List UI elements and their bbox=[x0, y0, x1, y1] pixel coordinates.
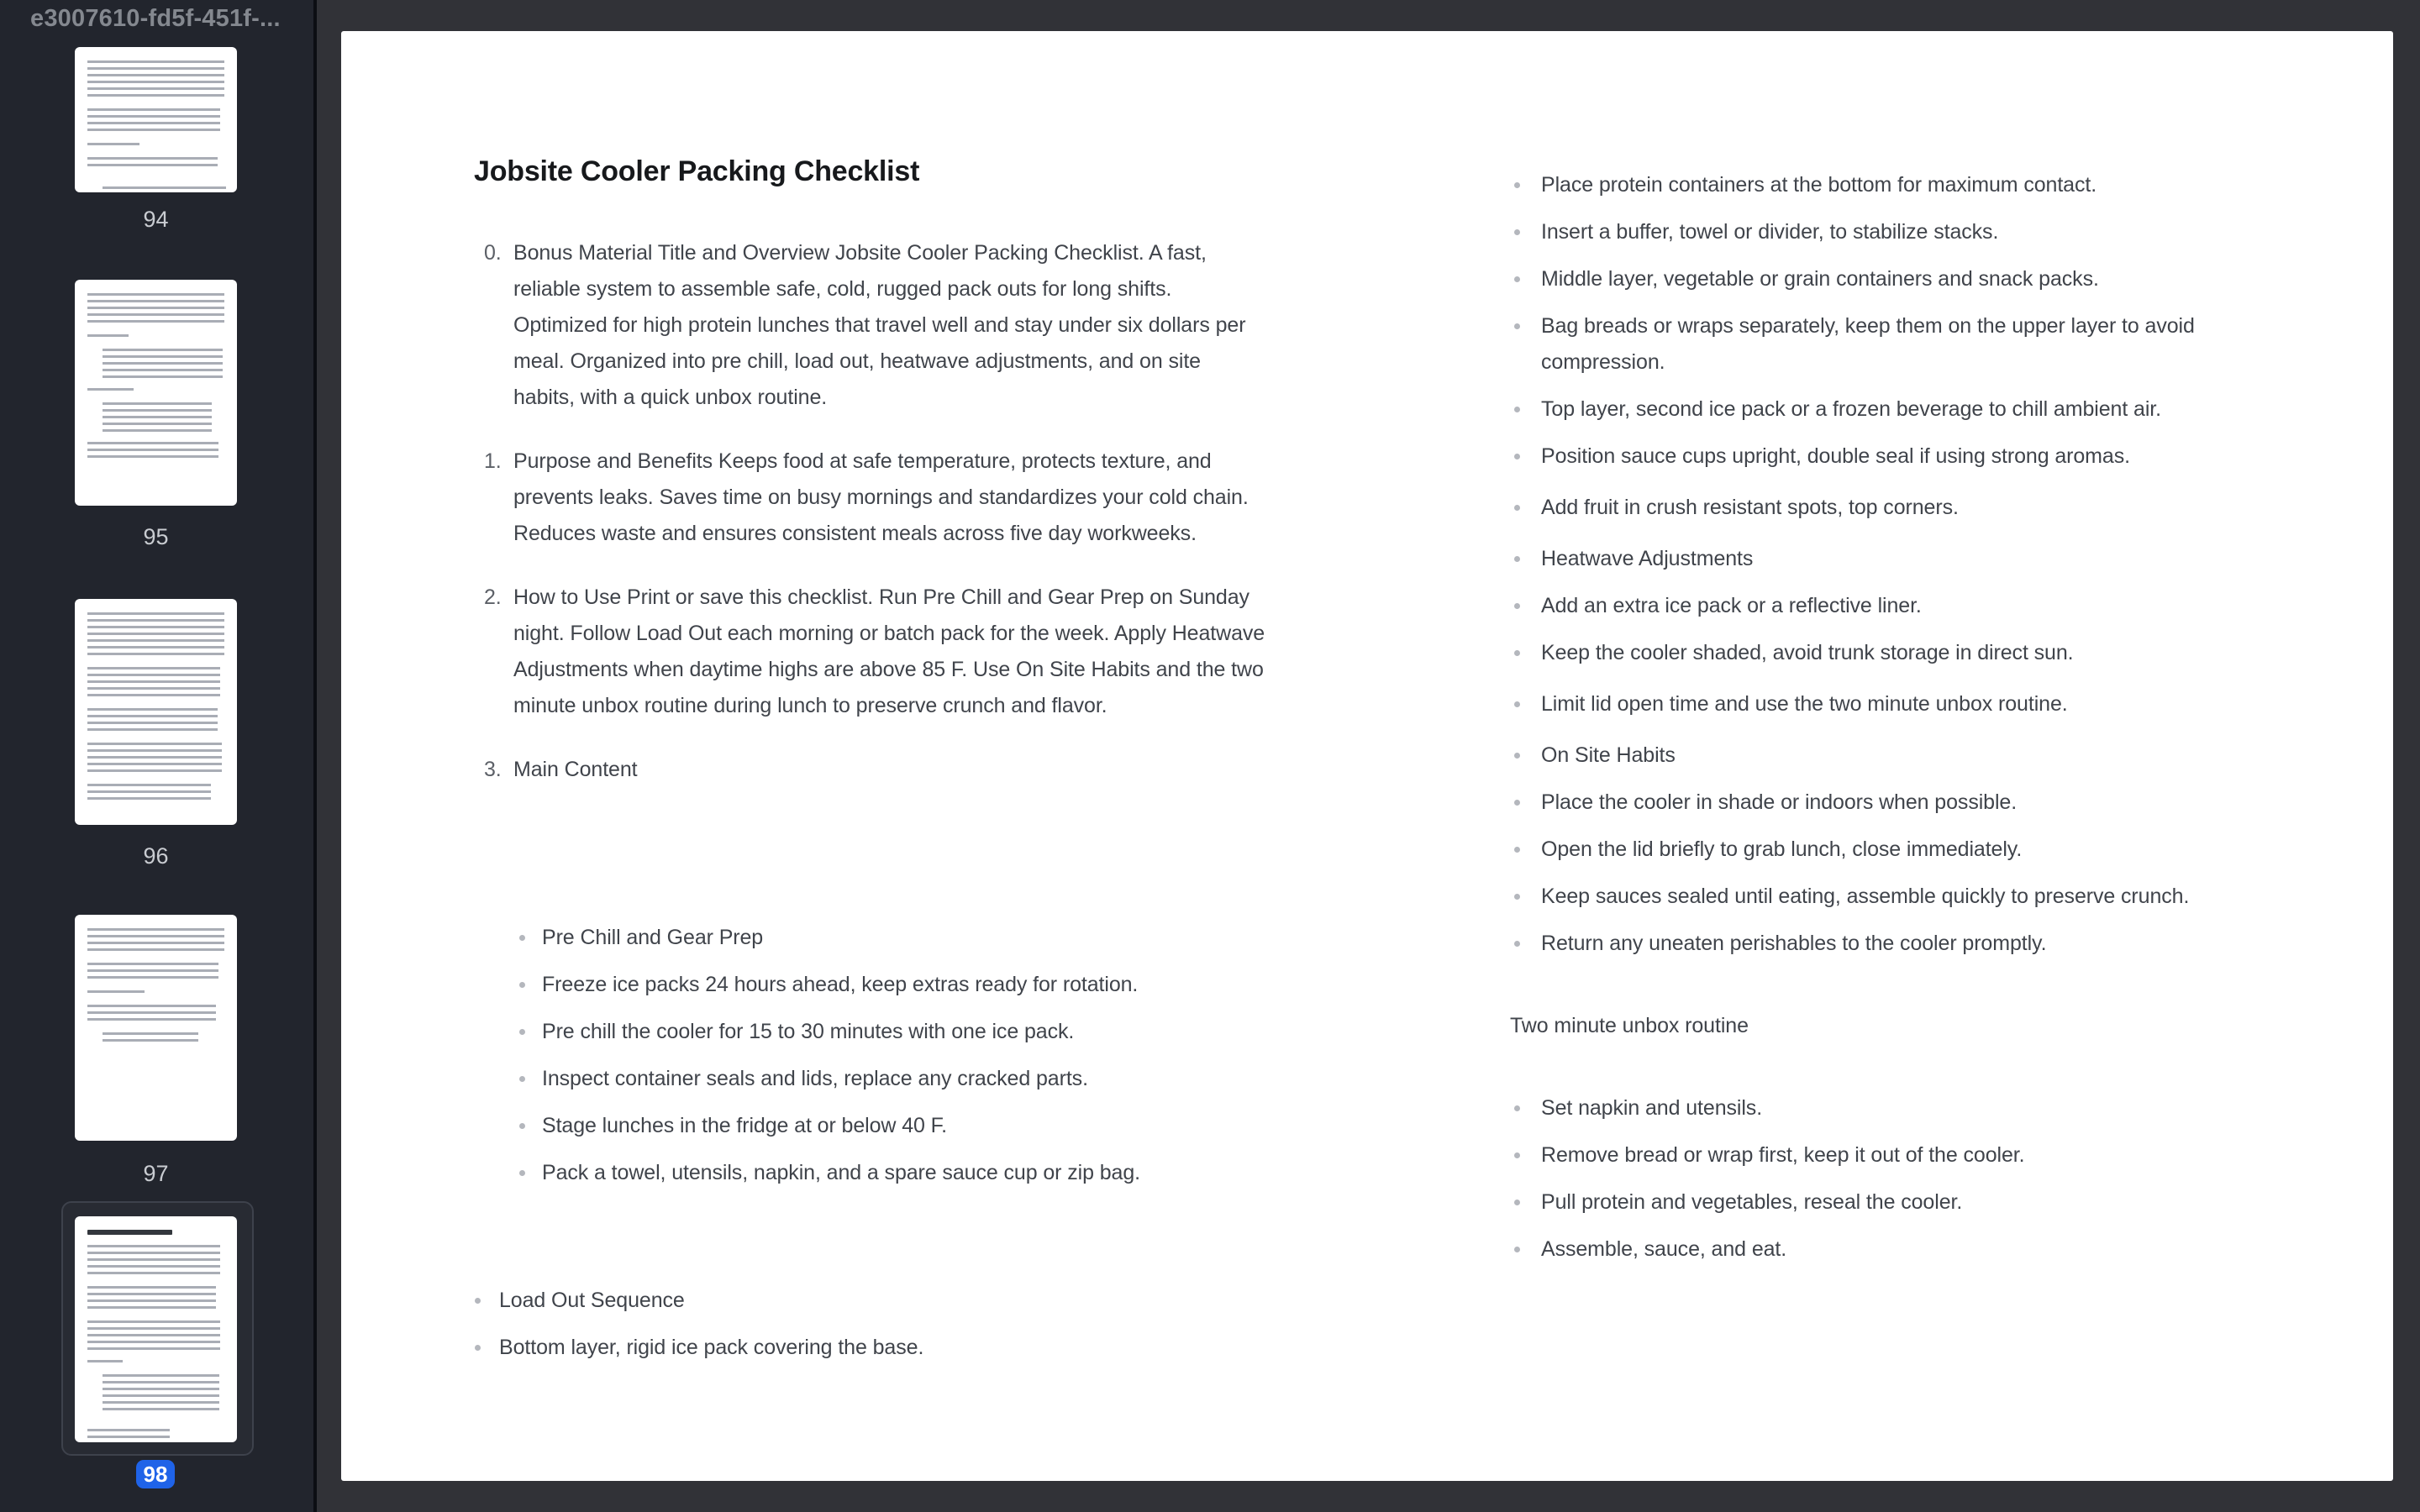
bullet-text: Insert a buffer, towel or divider, to stabilize stacks. bbox=[1541, 220, 1999, 244]
page-number-label[interactable]: 95 bbox=[143, 524, 169, 549]
right-bullet-group bbox=[1510, 490, 2249, 526]
bullet-dot-icon bbox=[1514, 1152, 1520, 1158]
document-page bbox=[341, 31, 2393, 1481]
bullet-text: Bottom layer, rigid ice pack covering the base. bbox=[499, 1336, 924, 1359]
item-number: 2. bbox=[484, 585, 502, 609]
bullet-dot-icon bbox=[519, 935, 525, 941]
thumbnail-text-lines bbox=[87, 990, 145, 997]
bullet-text: Open the lid briefly to grab lunch, close immediately. bbox=[1541, 837, 2023, 861]
numbered-list bbox=[474, 235, 1267, 816]
left-inner-bullet-list bbox=[474, 920, 1566, 1202]
bullet-item bbox=[1510, 438, 2243, 475]
bullet-dot-icon bbox=[519, 1029, 525, 1035]
bullet-item bbox=[474, 1014, 1566, 1050]
thumbnail-text-lines bbox=[87, 293, 224, 327]
thumbnail-text-lines bbox=[87, 1230, 172, 1235]
right-bullet-group bbox=[1510, 541, 2249, 671]
bullet-dot-icon bbox=[1514, 229, 1520, 235]
bullet-dot-icon bbox=[1514, 603, 1520, 609]
page-number-label[interactable]: 96 bbox=[143, 843, 169, 869]
bullet-dot-icon bbox=[1514, 847, 1520, 853]
left-outer-bullet-list bbox=[474, 1283, 1566, 1377]
thumbnail-text-lines bbox=[87, 143, 139, 150]
bullet-dot-icon bbox=[1514, 407, 1520, 412]
numbered-item bbox=[474, 580, 1267, 724]
bullet-text: Bag breads or wraps separately, keep them on the upper layer to avoid compression. bbox=[1541, 314, 2195, 374]
thumbnail-text-lines bbox=[87, 1420, 224, 1429]
window-title: e3007610-fd5f-451f-... bbox=[30, 5, 281, 32]
bullet-text: Pull protein and vegetables, reseal the cooler. bbox=[1541, 1190, 1963, 1214]
thumbnail-text-lines bbox=[87, 1005, 216, 1025]
item-number: 1. bbox=[484, 449, 502, 473]
bullet-dot-icon bbox=[1514, 454, 1520, 459]
bullet-dot-icon bbox=[1514, 556, 1520, 562]
bullet-item bbox=[474, 1330, 1566, 1366]
thumbnail-text-lines bbox=[87, 1360, 123, 1367]
document-title: Jobsite Cooler Packing Checklist bbox=[474, 155, 920, 187]
bullet-dot-icon bbox=[1514, 800, 1520, 806]
thumbnail-sidebar[interactable] bbox=[0, 0, 313, 1512]
bullet-text: Add an extra ice pack or a reflective liner. bbox=[1541, 594, 1922, 617]
bullet-item bbox=[474, 967, 1566, 1003]
bullet-item bbox=[474, 1155, 1566, 1191]
thumbnail-text-lines bbox=[103, 1374, 219, 1413]
bullet-item bbox=[1510, 1137, 2243, 1173]
page-number-label[interactable]: 97 bbox=[143, 1161, 169, 1186]
thumbnail-text-lines bbox=[87, 963, 218, 983]
bullet-text: On Site Habits bbox=[1541, 743, 1676, 767]
bullet-dot-icon bbox=[1514, 650, 1520, 656]
bullet-dot-icon bbox=[519, 1076, 525, 1082]
bullet-dot-icon bbox=[1514, 701, 1520, 707]
bullet-text: Assemble, sauce, and eat. bbox=[1541, 1237, 1787, 1261]
bullet-dot-icon bbox=[519, 982, 525, 988]
bullet-text: Add fruit in crush resistant spots, top corners. bbox=[1541, 496, 1959, 519]
bullet-item bbox=[474, 920, 1566, 956]
thumbnail-text-lines bbox=[87, 612, 224, 659]
bullet-text: Middle layer, vegetable or grain containers and snack packs. bbox=[1541, 267, 2099, 291]
bullet-item bbox=[474, 1061, 1566, 1097]
document-viewer bbox=[317, 0, 2420, 1512]
bullet-dot-icon bbox=[519, 1170, 525, 1176]
thumbnail-text-lines bbox=[87, 928, 224, 955]
thumbnail-text-lines bbox=[87, 334, 129, 341]
bullet-text: Keep the cooler shaded, avoid trunk storage in direct sun. bbox=[1541, 641, 2074, 664]
page-thumbnail-97[interactable] bbox=[75, 915, 237, 1141]
bullet-text: Pre chill the cooler for 15 to 30 minutes with one ice pack. bbox=[542, 1020, 1075, 1043]
thumbnail-text-lines bbox=[87, 442, 218, 462]
bullet-item bbox=[474, 1283, 1566, 1319]
bullet-text: Inspect container seals and lids, replace any cracked parts. bbox=[542, 1067, 1088, 1090]
page-thumbnail-98[interactable] bbox=[75, 1216, 237, 1442]
thumbnail-text-lines bbox=[87, 60, 224, 101]
bullet-item bbox=[474, 1108, 1566, 1144]
item-text: Bonus Material Title and Overview Jobsite Cooler Packing Checklist. A fast, reliable system to assemble safe, cold, rugged pack outs for long shifts. Optimized for high protein lunches that travel well and stay under six dollars per meal. Organized into pre chill, load out, heatwave adjustments, and on site habits, with a quick unbox routine. bbox=[513, 241, 1246, 409]
numbered-item bbox=[474, 444, 1267, 552]
bullet-item bbox=[1510, 785, 2243, 821]
bullet-text: Set napkin and utensils. bbox=[1541, 1096, 1763, 1120]
bullet-item bbox=[1510, 738, 2243, 774]
bullet-text: Stage lunches in the fridge at or below 40 F. bbox=[542, 1114, 947, 1137]
bullet-dot-icon bbox=[1514, 1247, 1520, 1252]
right-column bbox=[1510, 167, 2249, 1278]
page-number-label[interactable]: 94 bbox=[143, 207, 169, 232]
thumbnail-text-lines bbox=[87, 157, 218, 171]
item-number: 0. bbox=[484, 241, 502, 265]
bullet-dot-icon bbox=[1514, 941, 1520, 947]
bullet-item bbox=[1510, 635, 2243, 671]
bullet-item bbox=[1510, 214, 2243, 250]
thumbnail-text-lines bbox=[87, 784, 211, 804]
bullet-text: Keep sauces sealed until eating, assemble quickly to preserve crunch. bbox=[1541, 885, 2190, 908]
selected-page-badge[interactable]: 98 bbox=[136, 1460, 175, 1488]
thumbnail-text-lines bbox=[103, 349, 223, 381]
right-bullet-group bbox=[1510, 167, 2249, 475]
bullet-item bbox=[1510, 926, 2243, 962]
item-text: Main Content bbox=[513, 758, 638, 781]
bullet-item bbox=[1510, 1184, 2243, 1221]
bullet-text: Top layer, second ice pack or a frozen beverage to chill ambient air. bbox=[1541, 397, 2161, 421]
bullet-item bbox=[1510, 391, 2243, 428]
bullet-text: Load Out Sequence bbox=[499, 1289, 685, 1312]
bullet-item bbox=[1510, 832, 2243, 868]
bullet-text: Place the cooler in shade or indoors when possible. bbox=[1541, 790, 2018, 814]
bullet-dot-icon bbox=[519, 1123, 525, 1129]
thumbnail-text-lines bbox=[103, 402, 212, 434]
bullet-text: Pre Chill and Gear Prep bbox=[542, 926, 764, 949]
page-thumbnail-96[interactable] bbox=[75, 599, 237, 825]
bullet-item bbox=[1510, 490, 2243, 526]
bullet-dot-icon bbox=[1514, 323, 1520, 329]
bullet-dot-icon bbox=[475, 1345, 481, 1351]
bullet-dot-icon bbox=[1514, 276, 1520, 282]
thumbnail-text-lines bbox=[87, 1429, 170, 1442]
thumbnail-text-lines bbox=[87, 1320, 220, 1352]
bullet-item bbox=[1510, 308, 2243, 381]
item-number: 3. bbox=[484, 758, 502, 781]
right-bullet-group bbox=[1510, 738, 2249, 962]
bullet-dot-icon bbox=[475, 1298, 481, 1304]
item-text: How to Use Print or save this checklist. Run Pre Chill and Gear Prep on Sunday night. Follow Load Out each morning or batch pack for the week. Apply Heatwave Adjustments when daytime highs are above 85 F. Use On Site Habits and the two minute unbox routine during lunch to preserve crunch and flavor. bbox=[513, 585, 1265, 717]
bullet-dot-icon bbox=[1514, 1105, 1520, 1111]
bullet-item bbox=[1510, 1231, 2243, 1268]
bullet-item bbox=[1510, 879, 2243, 915]
bullet-text: Place protein containers at the bottom for maximum contact. bbox=[1541, 173, 2097, 197]
bullet-text: Heatwave Adjustments bbox=[1541, 547, 1754, 570]
page-thumbnail-95[interactable] bbox=[75, 280, 237, 506]
bullet-item bbox=[1510, 261, 2243, 297]
thumbnail-text-lines bbox=[87, 1245, 220, 1278]
thumbnail-text-lines bbox=[87, 178, 224, 186]
bullet-item bbox=[1510, 167, 2243, 203]
bullet-text: Position sauce cups upright, double seal if using strong aromas. bbox=[1541, 444, 2130, 468]
bullet-text: Remove bread or wrap first, keep it out of the cooler. bbox=[1541, 1143, 2025, 1167]
bullet-dot-icon bbox=[1514, 1200, 1520, 1205]
thumbnail-text-lines bbox=[87, 708, 218, 735]
right-bullet-group bbox=[1510, 1090, 2249, 1268]
bullet-dot-icon bbox=[1514, 182, 1520, 188]
bullet-dot-icon bbox=[1514, 505, 1520, 511]
bullet-text: Pack a towel, utensils, napkin, and a spare sauce cup or zip bag. bbox=[542, 1161, 1140, 1184]
bullet-dot-icon bbox=[1514, 753, 1520, 759]
bullet-item bbox=[1510, 1090, 2243, 1126]
thumbnail-text-lines bbox=[103, 186, 226, 192]
thumbnail-text-lines bbox=[87, 667, 220, 701]
item-text: Purpose and Benefits Keeps food at safe temperature, protects texture, and prevents leaks. Saves time on busy mornings and standardizes your cold chain. Reduces waste and ensures consistent meals across five day workweeks. bbox=[513, 449, 1249, 545]
thumbnail-text-lines bbox=[87, 388, 134, 395]
numbered-item bbox=[474, 752, 1267, 788]
bullet-text: Freeze ice packs 24 hours ahead, keep extras ready for rotation. bbox=[542, 973, 1139, 996]
right-bullet-group bbox=[1510, 686, 2249, 722]
right-plain-text: Two minute unbox routine bbox=[1510, 1014, 1749, 1037]
thumbnail-text-lines bbox=[87, 743, 222, 776]
bullet-item bbox=[1510, 686, 2243, 722]
thumbnail-text-lines bbox=[87, 1286, 216, 1313]
bullet-text: Limit lid open time and use the two minute unbox routine. bbox=[1541, 692, 2068, 716]
numbered-item bbox=[474, 235, 1267, 416]
bullet-text: Return any uneaten perishables to the cooler promptly. bbox=[1541, 932, 2047, 955]
bullet-item bbox=[1510, 541, 2243, 577]
thumbnail-text-lines bbox=[87, 108, 220, 135]
page-thumbnail-94[interactable] bbox=[75, 47, 237, 192]
bullet-dot-icon bbox=[1514, 894, 1520, 900]
thumbnail-text-lines bbox=[103, 1032, 198, 1046]
bullet-item bbox=[1510, 588, 2243, 624]
